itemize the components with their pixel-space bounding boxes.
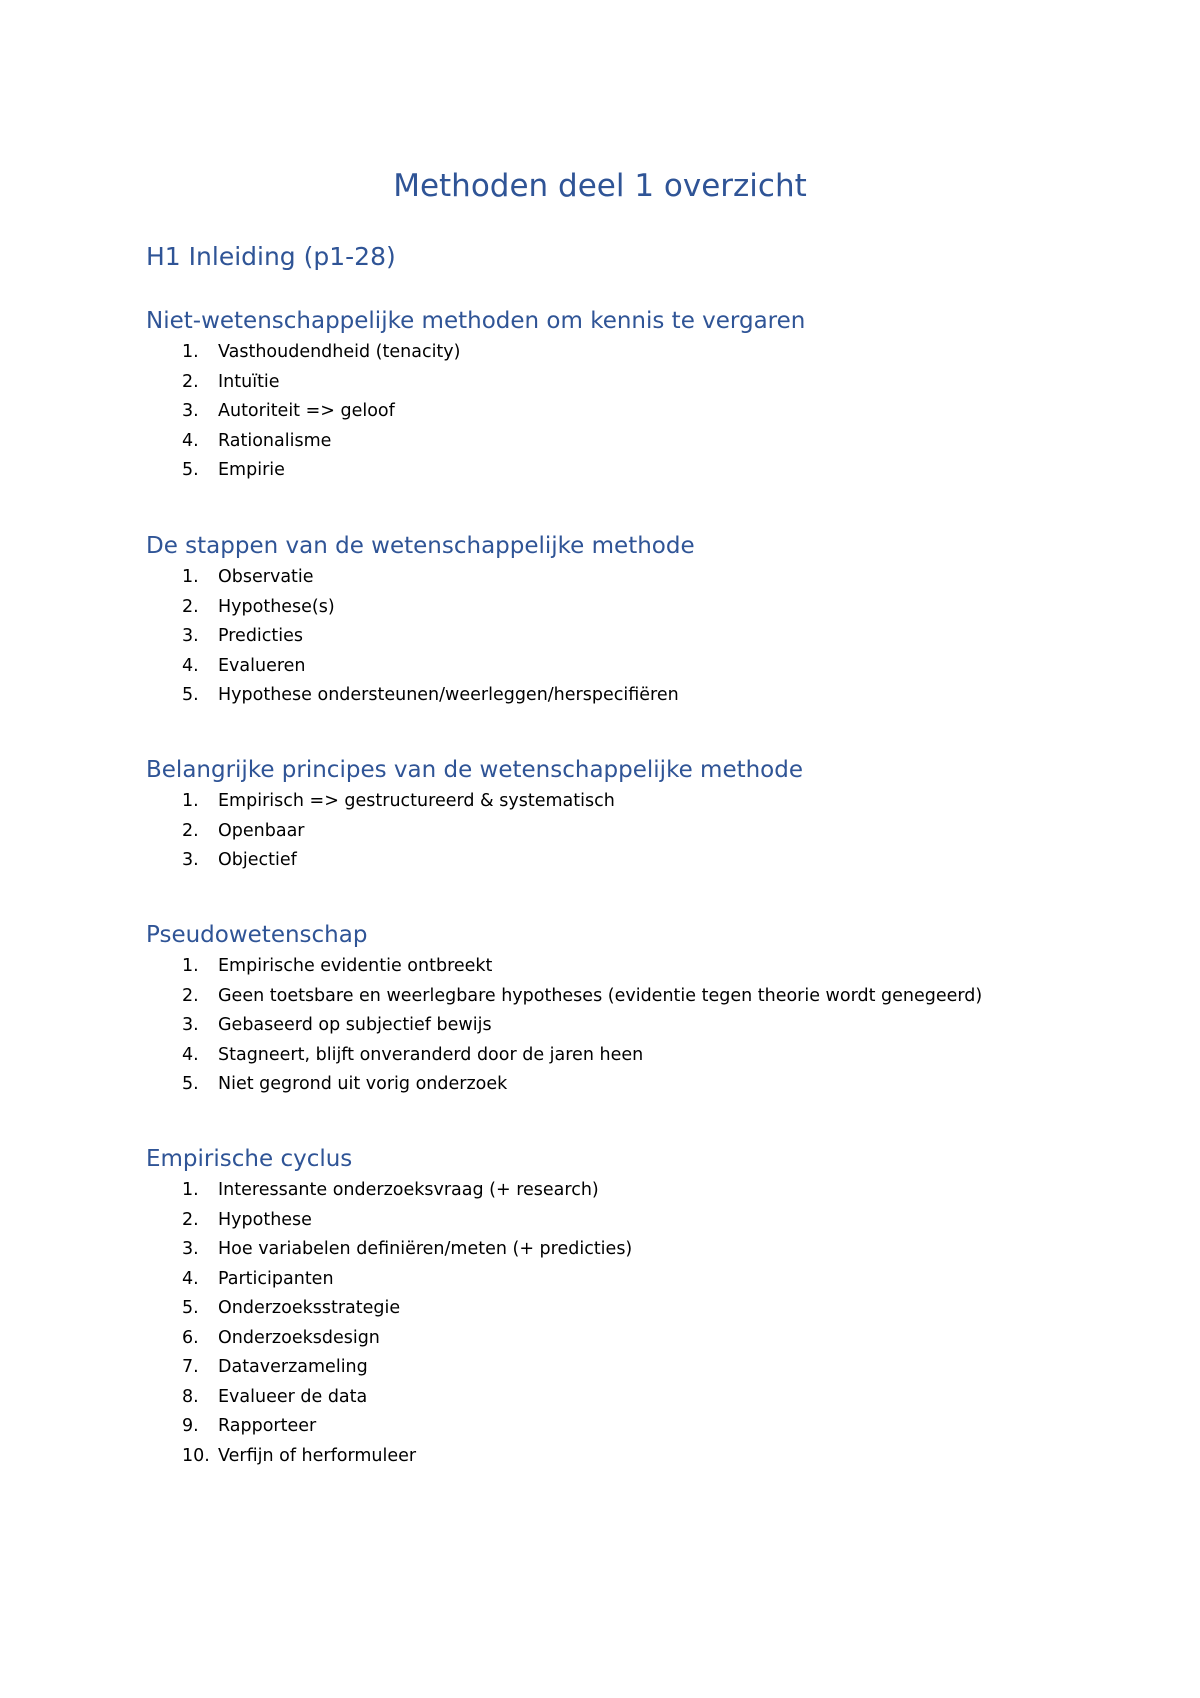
list-item (146, 952, 1146, 982)
section-empirical-cycle (146, 1144, 1146, 1471)
list-item-number: 5. (182, 685, 199, 705)
list-item (146, 846, 1146, 876)
list-item-text: Predicties (218, 626, 304, 646)
section-scientific-principles (146, 755, 1146, 876)
list-item (146, 1235, 1146, 1265)
list-item-text: Niet gegrond uit vorig onderzoek (218, 1074, 508, 1094)
list-item-text: Geen toetsbare en weerlegbare hypotheses (evidentie tegen theorie wordt genegeerd) (218, 985, 983, 1006)
list-item-text: Empirische evidentie ontbreekt (218, 956, 493, 976)
list-item-number: 3. (182, 1239, 199, 1259)
list-item-number: 2. (182, 371, 199, 392)
list-item-number: 8. (182, 1386, 199, 1407)
list-item (146, 681, 1146, 711)
list-item-number: 1. (182, 1180, 199, 1200)
numbered-list (146, 338, 1146, 486)
list-item-text: Hoe variabelen definiëren/meten (+ predicties) (218, 1239, 633, 1259)
chapter-heading: H1 Inleiding (p1-28) (146, 242, 396, 271)
list-item-number: 2. (182, 820, 199, 841)
list-item-number: 2. (182, 985, 199, 1006)
list-item-text: Empirie (218, 460, 285, 480)
section-pseudoscience (146, 920, 1146, 1100)
numbered-list (146, 1176, 1146, 1471)
list-item-text: Verfijn of herformuleer (218, 1445, 417, 1466)
list-item-text: Participanten (218, 1268, 334, 1289)
list-item-text: Evalueer de data (218, 1386, 368, 1407)
list-item (146, 1070, 1146, 1100)
list-item (146, 787, 1146, 817)
section-heading: Empirische cyclus (146, 1146, 353, 1172)
section-heading: Belangrijke principes van de wetenschappelijke methode (146, 757, 804, 783)
list-item-text: Observatie (218, 567, 314, 587)
list-item-number: 5. (182, 1298, 199, 1318)
list-item-number: 3. (182, 626, 199, 646)
list-item-number: 2. (182, 596, 199, 617)
list-item (146, 817, 1146, 847)
list-item-text: Autoriteit => geloof (218, 401, 395, 421)
list-item (146, 427, 1146, 457)
list-item (146, 982, 1146, 1012)
list-item-number: 3. (182, 1015, 199, 1035)
list-item (146, 1265, 1146, 1295)
list-item-text: Dataverzameling (218, 1357, 368, 1377)
list-item-text: Stagneert, blijft onveranderd door de jaren heen (218, 1044, 644, 1065)
list-item-text: Hypothese(s) (218, 596, 335, 617)
section-heading: Pseudowetenschap (146, 922, 368, 948)
list-item-number: 4. (182, 1044, 199, 1065)
list-item-text: Gebaseerd op subjectief bewijs (218, 1015, 492, 1035)
list-item-number: 7. (182, 1357, 199, 1377)
list-item-number: 3. (182, 850, 199, 870)
list-item-number: 3. (182, 401, 199, 421)
list-item (146, 622, 1146, 652)
list-item-number: 1. (182, 791, 199, 811)
list-item (146, 1206, 1146, 1236)
list-item-text: Rationalisme (218, 430, 332, 451)
list-item-number: 9. (182, 1416, 199, 1436)
list-item (146, 563, 1146, 593)
list-item-number: 6. (182, 1327, 199, 1348)
list-item-text: Evalueren (218, 655, 306, 676)
list-item (146, 1442, 1146, 1472)
list-item (146, 1412, 1146, 1442)
list-item (146, 1324, 1146, 1354)
section-heading: De stappen van de wetenschappelijke methode (146, 533, 695, 559)
list-item-text: Interessante onderzoeksvraag (+ research) (218, 1180, 599, 1200)
list-item-number: 5. (182, 1074, 199, 1094)
list-item-number: 4. (182, 430, 199, 451)
list-item-text: Vasthoudendheid (tenacity) (218, 342, 461, 362)
list-item-number: 1. (182, 342, 199, 362)
list-item (146, 368, 1146, 398)
list-item (146, 1383, 1146, 1413)
list-item (146, 1011, 1146, 1041)
list-item-text: Intuïtie (218, 371, 280, 392)
list-item (146, 338, 1146, 368)
section-non-scientific-methods (146, 306, 1146, 486)
list-item (146, 1353, 1146, 1383)
list-item (146, 593, 1146, 623)
numbered-list (146, 787, 1146, 876)
list-item-text: Hypothese (218, 1209, 312, 1230)
list-item-text: Objectief (218, 850, 297, 870)
list-item-text: Hypothese ondersteunen/weerleggen/herspecifiëren (218, 685, 679, 705)
section-heading: Niet-wetenschappelijke methoden om kennis te vergaren (146, 308, 806, 334)
list-item-text: Openbaar (218, 820, 305, 841)
list-item (146, 397, 1146, 427)
numbered-list (146, 563, 1146, 711)
list-item (146, 1041, 1146, 1071)
list-item-text: Onderzoeksstrategie (218, 1298, 401, 1318)
list-item-number: 1. (182, 956, 199, 976)
section-scientific-method-steps (146, 531, 1146, 711)
list-item-number: 4. (182, 655, 199, 676)
list-item (146, 1294, 1146, 1324)
list-item-number: 10. (182, 1445, 210, 1466)
document-title: Methoden deel 1 overzicht (393, 168, 807, 204)
list-item-text: Onderzoeksdesign (218, 1327, 380, 1348)
list-item (146, 652, 1146, 682)
numbered-list (146, 952, 1146, 1100)
list-item-number: 2. (182, 1209, 199, 1230)
list-item (146, 1176, 1146, 1206)
list-item (146, 456, 1146, 486)
list-item-number: 1. (182, 567, 199, 587)
list-item-number: 5. (182, 460, 199, 480)
list-item-text: Rapporteer (218, 1416, 317, 1436)
list-item-number: 4. (182, 1268, 199, 1289)
list-item-text: Empirisch => gestructureerd & systematisch (218, 791, 615, 811)
